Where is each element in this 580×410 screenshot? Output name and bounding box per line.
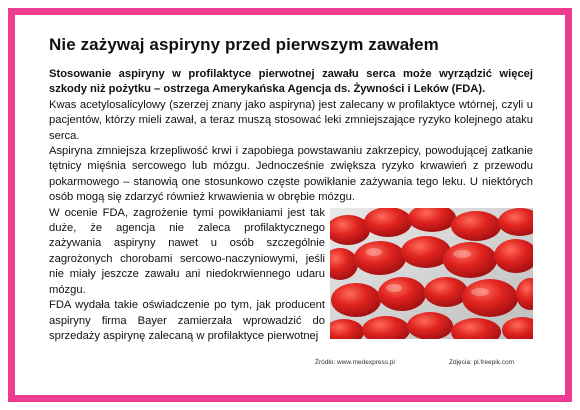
paragraph-2: Aspiryna zmniejsza krzepliwość krwi i zapobiega powstawaniu zakrzepicy, powodującej zatkanie tętnicy mięśnia sercowego lub mózgu. Jednocześnie zwiększa ryzyko krwawień z przewodu pokarmowego – stanowią one stosunkowo częste powikłanie zażywania tego leku. U niektórych osób mogą się zdarzyć również krwawienia w obrębie mózgu.: [49, 145, 533, 204]
article-lead: Stosowanie aspiryny w profilaktyce pierwotnej zawału serca może wyrządzić więcej szkody niż pożytku – ostrzega Amerykańska Agencja ds. Żywności i Leków (FDA).: [49, 68, 533, 96]
article-title: Nie zażywaj aspiryny przed pierwszym zawałem: [49, 35, 439, 54]
left-column: [49, 206, 325, 345]
photo-credit: Zdjęcia: pl.freepik.com: [449, 359, 515, 366]
pills-illustration: [330, 208, 533, 339]
paragraph-3: W ocenie FDA, zagrożenie tymi powikłaniami jest tak duże, że agencja nie zaleca profilaktycznego zażywania aspiryny nawet u osób szczególnie zagrożonych chorobami sercowo-naczyniowymi, jeśli nie miały jeszcze zawału ani niedokrwiennego udaru mózgu.: [49, 206, 325, 296]
red-pills-photo: [330, 208, 533, 339]
paragraph-4: FDA wydała takie oświadczenie po tym, jak producent aspiryny firma Bayer zamierzała wprowadzić do sprzedaży aspirynę zalecaną w profilaktyce pierwotnej: [49, 299, 325, 342]
source-credit: Źródło: www.medexpress.pl: [315, 359, 395, 366]
text-with-photo: [49, 206, 533, 345]
paragraph-1: Kwas acetylosalicylowy (szerzej znany jako aspiryna) jest zalecany w profilaktyce wtórnej, czyli u pacjentów, którzy mieli zawał, a teraz muszą stosować leki zmniejszające ryzyko kolejnego ataku serca.: [49, 98, 533, 142]
article: [49, 34, 533, 344]
